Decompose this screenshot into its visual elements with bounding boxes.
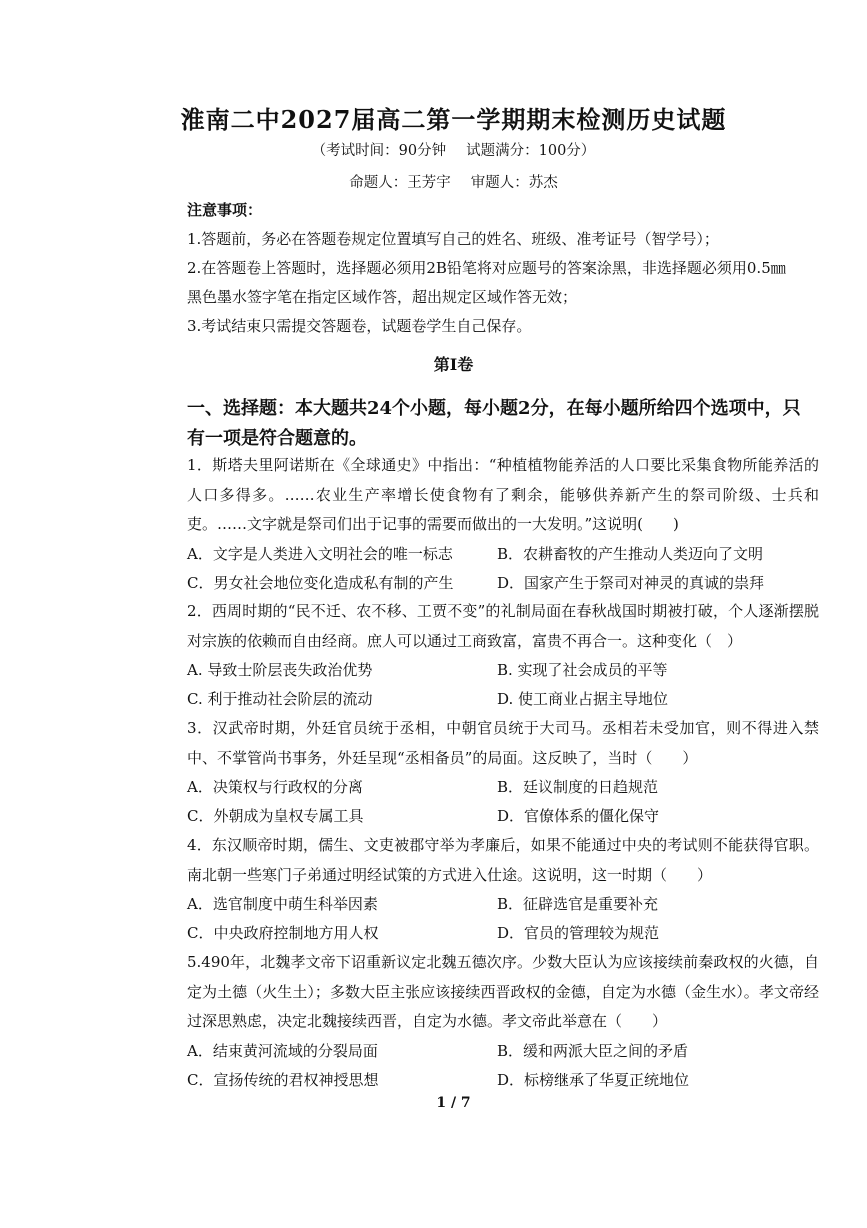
question-5-options — [187, 1036, 819, 1094]
page-number: 1 / 7 — [436, 1095, 471, 1111]
reviewer: 审题人：苏杰 — [470, 175, 558, 191]
part-heading-line1: 一、选择题：本大题共24个小题，每小题2分，在每小题所给四个选项中，只 — [187, 398, 801, 419]
note-item: 3.考试结束只需提交答题卷，试题卷学生自己保存。 — [187, 317, 532, 335]
question-2-stem: 2．西周时期的“民不迁、农不移、工贾不变”的礼制局面在春秋战国时期被打破，个人逐渐摆脱对宗族的依赖而自由经商。庶人可以通过工商致富，富贵不再合一。这种变化（ ） — [187, 602, 819, 650]
option-b: B．农耕畜牧的产生推动人类迈向了文明 — [497, 545, 764, 563]
option-a: A．结束黄河流域的分裂局面 — [187, 1042, 378, 1060]
note-item: 1.答题前，务必在答题卷规定位置填写自己的姓名、班级、准考证号（智学号）； — [187, 230, 719, 248]
question-3-options — [187, 772, 819, 830]
option-b: B．征辟选官是重要补充 — [497, 895, 659, 913]
question-1-options — [187, 539, 819, 597]
question-3-stem: 3．汉武帝时期，外廷官员统于丞相，中朝官员统于大司马。丞相若未受加官，则不得进入禁中、不掌管尚书事务，外廷呈现“丞相备员”的局面。这反映了，当时（ ） — [187, 719, 819, 767]
option-b: B．廷议制度的日趋规范 — [497, 778, 659, 796]
option-d: D．官僚体系的僵化保守 — [497, 807, 660, 825]
option-a: A．文字是人类进入文明社会的唯一标志 — [187, 545, 453, 563]
note-item: 黑色墨水签字笔在指定区域作答，超出规定区域作答无效； — [187, 288, 578, 306]
option-a: A．决策权与行政权的分离 — [187, 778, 363, 796]
option-c: C．外朝成为皇权专属工具 — [187, 807, 364, 825]
question-2-options — [187, 655, 819, 713]
note-item: 2.在答题卷上答题时，选择题必须用2B铅笔将对应题号的答案涂黑，非选择题必须用0.5㎜ — [187, 259, 786, 277]
part-heading-line2: 有一项是符合题意的。 — [187, 428, 367, 449]
option-d: D．国家产生于祭司对神灵的真诚的祟拜 — [497, 574, 765, 592]
section-title: 第Ⅰ卷 — [433, 355, 474, 374]
option-c: C．男女社会地位变化造成私有制的产生 — [187, 574, 454, 592]
question-4-stem: 4．东汉顺帝时期，儒生、文吏被郡守举为孝廉后，如果不能通过中央的考试则不能获得官职。南北朝一些寒门子弟通过明经试策的方式进入仕途。这说明，这一时期（ ） — [187, 836, 819, 884]
option-a: A. 导致士阶层丧失政治优势 — [187, 661, 373, 679]
exam-time: （考试时间：90分钟 — [311, 143, 447, 159]
exam-authors — [0, 171, 867, 192]
question-4-options — [187, 889, 819, 947]
exam-info — [0, 139, 867, 160]
option-b: B．缓和两派大臣之间的矛盾 — [497, 1042, 689, 1060]
author: 命题人：王芳宇 — [349, 175, 451, 191]
question-5-stem: 5.490年，北魏孝文帝下诏重新议定北魏五德次序。少数大臣认为应该接续前秦政权的火德，自定为土德（火生土）；多数大臣主张应该接续西晋政权的金德，自定为水德（金生水）。孝文帝经过深思熟虑，决定北魏接续西晋，自定为水德。孝文帝此举意在（ ） — [187, 953, 819, 1030]
full-score: 试题满分：100分） — [466, 143, 596, 159]
option-a: A．选官制度中萌生科举因素 — [187, 895, 378, 913]
option-d: D. 使工商业占据主导地位 — [497, 690, 669, 708]
question-1-stem: 1．斯塔夫里阿诺斯在《全球通史》中指出：“种植植物能养活的人口要比采集食物所能养活的人口多得多。……农业生产率增长使食物有了剩余，能够供养新产生的祭司阶级、士兵和吏。……文字就是祭司们出于记事的需要而做出的一大发明。”这说明( ) — [187, 456, 819, 533]
notes-heading: 注意事项： — [187, 201, 263, 219]
option-c: C．宣扬传统的君权神授思想 — [187, 1071, 379, 1089]
option-c: C．中央政府控制地方用人权 — [187, 924, 379, 942]
option-b: B. 实现了社会成员的平等 — [497, 661, 668, 679]
option-d: D．官员的管理较为规范 — [497, 924, 660, 942]
exam-title: 淮南二中2027届高二第一学期期末检测历史试题 — [180, 105, 727, 134]
option-d: D．标榜继承了华夏正统地位 — [497, 1071, 690, 1089]
option-c: C. 利于推动社会阶层的流动 — [187, 690, 373, 708]
